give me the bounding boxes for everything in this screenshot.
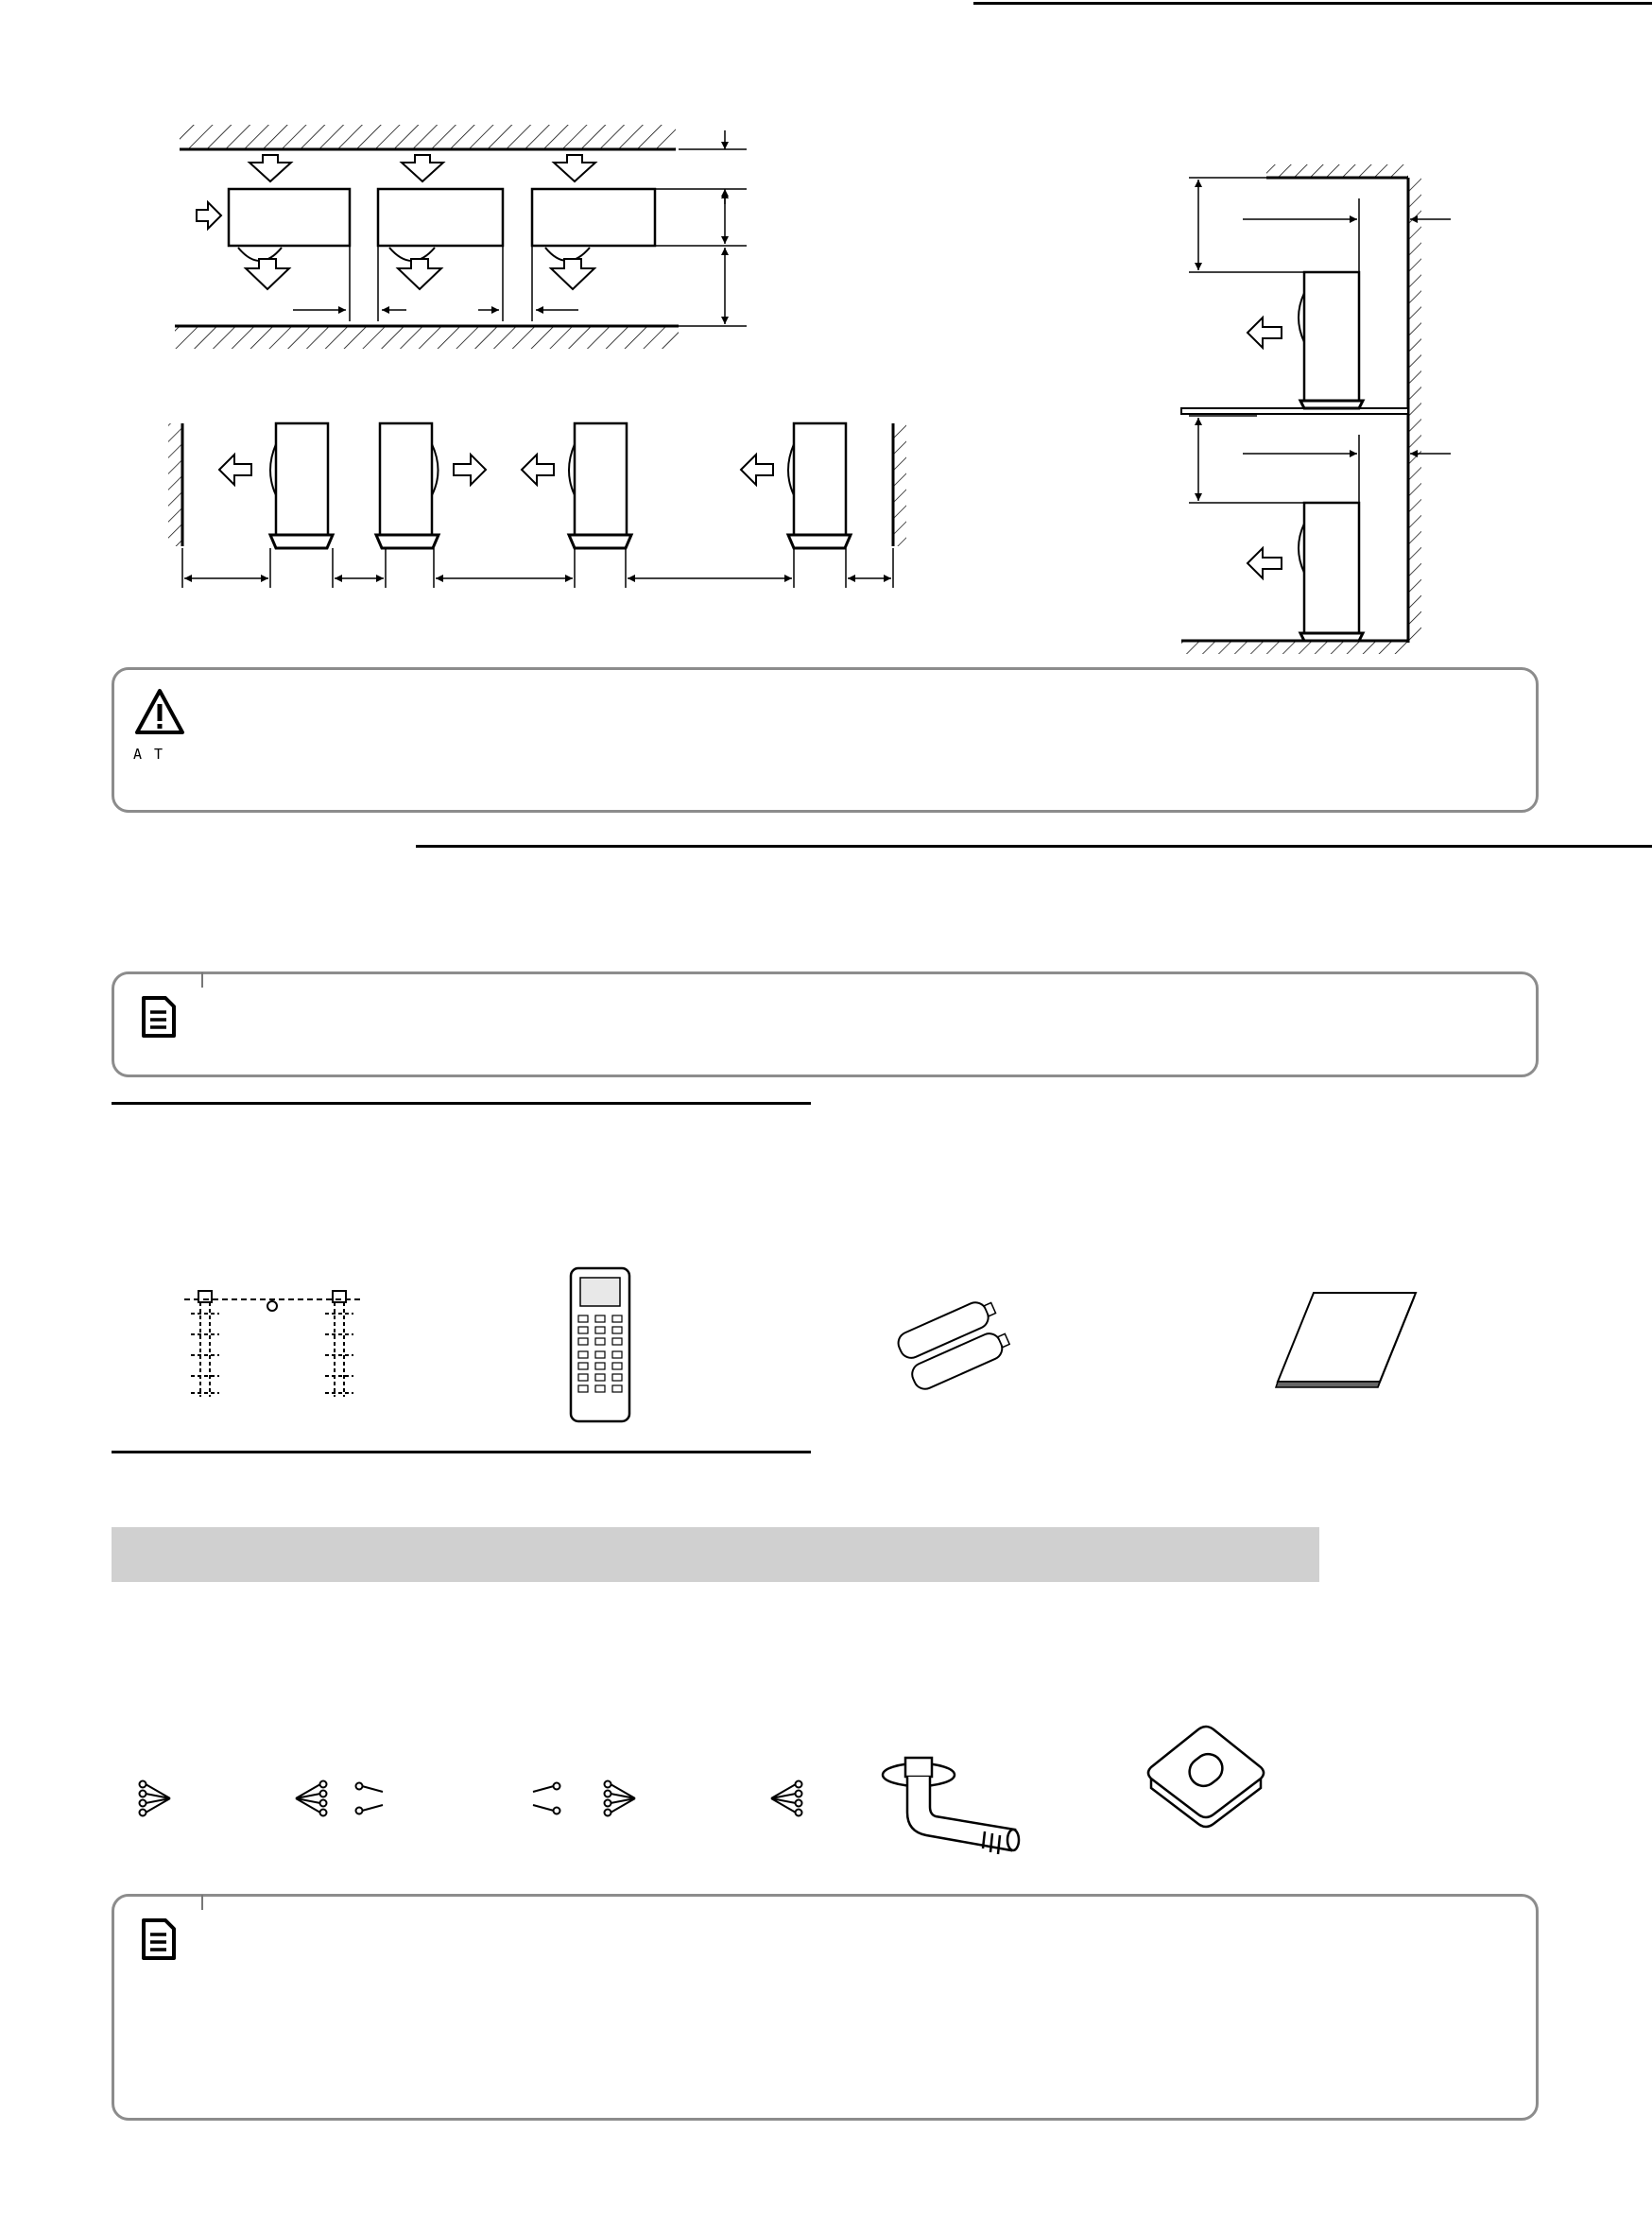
side-unit-1 [270,423,333,548]
lower-air-arrow [1248,548,1282,578]
note-box-2 [112,1894,1539,2121]
stacked-units-diagram [1134,161,1474,671]
accessories-rule-top [112,1102,811,1105]
note-document-icon [141,995,177,1039]
note-box-1-tick [201,972,203,988]
air-arrow-left-3 [522,455,554,485]
back-wall-hatch [1408,178,1421,643]
side-unit-3 [569,423,631,548]
air-arrow-right-2 [454,455,486,485]
branch-joint-1-icon [132,1779,180,1818]
warning-box [112,667,1539,813]
rubber-cap-icon [1144,1712,1266,1826]
side-unit-2 [376,423,439,548]
floor-hatch [1181,641,1408,654]
right-wall-hatch [893,423,906,546]
upper-air-arrow [1248,318,1282,348]
note-box-2-tick [201,1895,203,1910]
mounting-bracket-icon [180,1285,369,1403]
lower-unit [1299,503,1363,641]
note-box-1 [112,971,1539,1077]
upper-unit [1299,272,1363,408]
warning-triangle-icon [133,687,186,736]
left-wall-hatch [168,423,181,546]
side-unit-4 [788,423,851,548]
header-rule-top [973,2,1652,5]
note-document-icon [141,1917,177,1961]
optional-parts-bar [112,1527,1319,1582]
side-view-clearance-diagram [0,0,945,605]
batteries-icon [884,1285,1025,1403]
air-arrow-left-1 [219,455,251,485]
branch-joint-3-icon [529,1779,643,1818]
branch-joint-4-icon [766,1779,813,1818]
shelf [1181,408,1408,414]
branch-joint-2-icon [288,1779,402,1818]
drain-elbow-icon [879,1748,1025,1862]
ceiling-hatch [1266,164,1408,178]
remote-control-icon [567,1264,635,1427]
air-arrow-left-4 [741,455,773,485]
accessories-rule-bottom [112,1451,811,1453]
manual-booklet-icon [1276,1285,1418,1389]
section-rule-1 [416,845,1652,848]
warning-label: A T [133,746,165,763]
